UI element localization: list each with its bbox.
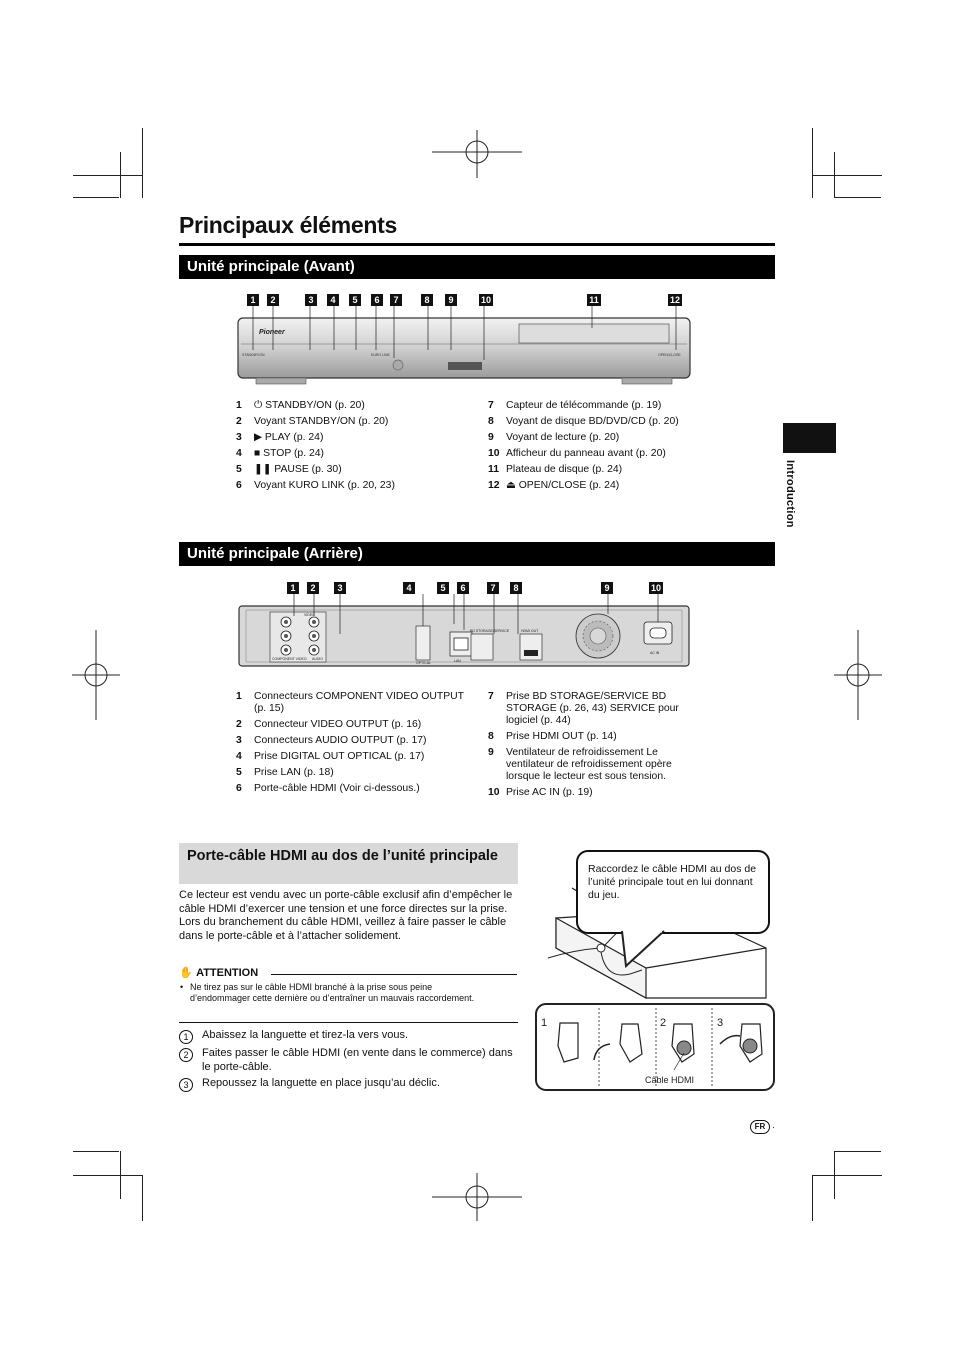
item-number: 10 bbox=[488, 448, 500, 459]
item-text: Porte-câble HDMI (Voir ci-dessous.) bbox=[254, 783, 420, 794]
item-text: Afficheur du panneau avant (p. 20) bbox=[506, 448, 666, 459]
callout-number: 10 bbox=[480, 295, 491, 305]
kuro-label: KURO LINK bbox=[371, 353, 390, 357]
step-number: 1 bbox=[179, 1030, 193, 1044]
holder-steps bbox=[179, 1029, 519, 1095]
step-item bbox=[179, 1029, 519, 1044]
callout-number: 12 bbox=[669, 295, 680, 305]
crop-mark bbox=[73, 1151, 119, 1152]
page-dot: · bbox=[772, 1122, 775, 1132]
list-item bbox=[236, 446, 476, 462]
item-number: 4 bbox=[236, 448, 242, 459]
item-text: Voyant de lecture (p. 20) bbox=[506, 432, 620, 443]
holder-heading: Porte-câble HDMI au dos de l’unité principale bbox=[179, 843, 518, 884]
item-text: Prise DIGITAL OUT OPTICAL (p. 17) bbox=[254, 751, 425, 762]
rear-video-label: VIDEO bbox=[304, 613, 315, 617]
crop-mark bbox=[73, 1175, 143, 1176]
callout-number: 4 bbox=[327, 294, 339, 306]
callout-number: 7 bbox=[487, 582, 499, 594]
rear-items-right bbox=[488, 689, 703, 801]
item-text: Plateau de disque (p. 24) bbox=[506, 464, 623, 475]
item-number: 6 bbox=[236, 480, 242, 491]
crop-mark bbox=[73, 197, 119, 198]
callout-number: 2 bbox=[267, 294, 279, 306]
registration-mark-top bbox=[432, 130, 522, 178]
item-number: 3 bbox=[236, 432, 242, 443]
hand-icon: ✋ bbox=[179, 967, 193, 979]
step-item bbox=[179, 1047, 519, 1074]
item-number: 7 bbox=[488, 400, 494, 411]
crop-mark bbox=[142, 128, 143, 198]
list-item bbox=[236, 733, 472, 749]
rear-heading: Unité principale (Arrière) bbox=[179, 542, 775, 566]
item-number: 3 bbox=[236, 735, 242, 746]
item-text: Connecteurs AUDIO OUTPUT (p. 17) bbox=[254, 735, 427, 746]
rear-component-label: COMPONENT VIDEO bbox=[272, 657, 307, 661]
step-text: Abaissez la languette et tirez-la vers vous. bbox=[202, 1029, 409, 1041]
item-text: Voyant de disque BD/DVD/CD (p. 20) bbox=[506, 416, 679, 427]
item-number: 11 bbox=[488, 464, 499, 475]
callout-bubble: Raccordez le câble HDMI au dos de l’unité principale tout en lui donnant du jeu. bbox=[576, 850, 770, 934]
callout-number: 2 bbox=[307, 582, 319, 594]
crop-mark bbox=[812, 175, 882, 176]
front-panel-illustration bbox=[236, 306, 692, 386]
list-item bbox=[236, 462, 476, 478]
attention-rule bbox=[271, 974, 517, 975]
item-number: 6 bbox=[236, 783, 242, 794]
item-number: 1 bbox=[236, 400, 242, 411]
item-number: 1 bbox=[236, 691, 242, 702]
step-item bbox=[179, 1077, 519, 1092]
item-text: Prise LAN (p. 18) bbox=[254, 767, 334, 778]
callout-number: 1 bbox=[247, 294, 259, 306]
list-item bbox=[236, 689, 472, 717]
title-rule bbox=[179, 243, 775, 246]
rear-acin-label: AC IN bbox=[650, 651, 660, 655]
brand-logo: Pioneer bbox=[259, 329, 285, 336]
callout-number: 10 bbox=[650, 583, 661, 593]
callout-number: 1 bbox=[287, 582, 299, 594]
front-items-left bbox=[236, 398, 476, 494]
crop-mark bbox=[812, 128, 813, 198]
item-text: ❚❚ PAUSE (p. 30) bbox=[254, 464, 342, 475]
callout-number: 6 bbox=[371, 294, 383, 306]
list-item bbox=[488, 430, 738, 446]
item-number: 4 bbox=[236, 751, 242, 762]
list-item bbox=[488, 729, 703, 745]
crop-mark bbox=[835, 197, 881, 198]
item-number: 12 bbox=[488, 480, 500, 491]
attention-text: Ne tirez pas sur le câble HDMI branché à la prise sous peine d’endommager cette dernière ou d’entraîner un mauvais raccordement. bbox=[190, 982, 475, 1003]
cable-label: Câble HDMI bbox=[645, 1075, 695, 1085]
item-text: Connecteurs COMPONENT VIDEO OUTPUT (p. 15) bbox=[254, 691, 464, 714]
list-item bbox=[488, 398, 738, 414]
callout-number: 6 bbox=[457, 582, 469, 594]
rear-storage-label: BD STORAGE/SERVICE bbox=[470, 629, 510, 633]
step-text: Faites passer le câble HDMI (en vente dans le commerce) dans le porte-câble. bbox=[202, 1047, 513, 1073]
section-tab bbox=[783, 423, 836, 453]
list-item bbox=[236, 717, 472, 733]
attention-label: ATTENTION bbox=[196, 967, 259, 979]
figure-step-3: 3 bbox=[717, 1017, 724, 1029]
standby-label: STANDBY/ON bbox=[242, 353, 265, 357]
callout-number: 11 bbox=[587, 294, 601, 306]
registration-mark-bottom bbox=[432, 1173, 522, 1221]
list-item bbox=[236, 414, 476, 430]
item-text: ▶ PLAY (p. 24) bbox=[254, 432, 324, 443]
item-text: ■ STOP (p. 24) bbox=[254, 448, 324, 459]
callout-number: 8 bbox=[510, 582, 522, 594]
front-items-right bbox=[488, 398, 738, 494]
list-item bbox=[236, 430, 476, 446]
item-text: Voyant STANDBY/ON (p. 20) bbox=[254, 416, 389, 427]
list-item bbox=[488, 689, 703, 729]
section-tab-label: Introduction bbox=[784, 460, 796, 528]
item-number: 8 bbox=[488, 731, 494, 742]
list-item bbox=[236, 749, 472, 765]
rear-lan-label: LAN bbox=[454, 659, 461, 663]
rear-audio-label: AUDIO bbox=[312, 657, 324, 661]
item-number: 9 bbox=[488, 432, 494, 443]
item-number: 7 bbox=[488, 691, 494, 702]
item-text: Prise AC IN (p. 19) bbox=[506, 787, 593, 798]
list-item bbox=[488, 478, 738, 494]
figure-step-2: 2 bbox=[660, 1017, 667, 1029]
figure-step-1: 1 bbox=[541, 1017, 548, 1029]
attention-header bbox=[179, 966, 518, 979]
open-close-label: OPEN/CLOSE bbox=[658, 353, 681, 357]
registration-mark-left bbox=[72, 630, 120, 720]
page-title: Principaux éléments bbox=[179, 212, 397, 238]
rear-optical-label: OPTICAL bbox=[416, 661, 431, 665]
list-item bbox=[236, 478, 476, 494]
callout-number: 3 bbox=[305, 294, 317, 306]
crop-mark bbox=[73, 175, 143, 176]
item-number: 8 bbox=[488, 416, 494, 427]
list-item bbox=[236, 398, 476, 414]
item-text: Prise BD STORAGE/SERVICE BD STORAGE (p. 26, 43) SERVICE pour logiciel (p. 44) bbox=[506, 691, 679, 726]
rear-hdmi-label: HDMI OUT bbox=[521, 629, 539, 633]
item-number: 5 bbox=[236, 767, 242, 778]
rear-panel-illustration bbox=[236, 594, 692, 670]
item-number: 2 bbox=[236, 719, 242, 730]
list-item bbox=[236, 781, 472, 797]
item-text: ⏻ STANDBY/ON (p. 20) bbox=[254, 400, 365, 411]
item-text: Voyant KURO LINK (p. 20, 23) bbox=[254, 480, 395, 491]
callout-number: 3 bbox=[334, 582, 346, 594]
registration-mark-right bbox=[834, 630, 882, 720]
list-item bbox=[488, 414, 738, 430]
front-heading: Unité principale (Avant) bbox=[179, 255, 775, 279]
rear-items-left bbox=[236, 689, 472, 797]
item-text: Prise HDMI OUT (p. 14) bbox=[506, 731, 617, 742]
callout-number: 9 bbox=[445, 294, 457, 306]
step-text: Repoussez la languette en place jusqu’au déclic. bbox=[202, 1077, 440, 1089]
crop-mark bbox=[835, 1151, 881, 1152]
callout-number: 9 bbox=[601, 582, 613, 594]
item-number: 5 bbox=[236, 464, 242, 475]
item-text: Connecteur VIDEO OUTPUT (p. 16) bbox=[254, 719, 422, 730]
crop-mark bbox=[142, 1175, 143, 1221]
step-number: 3 bbox=[179, 1078, 193, 1092]
list-item bbox=[236, 765, 472, 781]
callout-number: 4 bbox=[403, 582, 415, 594]
callout-number: 5 bbox=[349, 294, 361, 306]
list-item bbox=[488, 785, 703, 801]
crop-mark bbox=[812, 1175, 813, 1221]
callout-tail bbox=[616, 930, 676, 970]
language-badge: FR bbox=[750, 1120, 770, 1134]
step-number: 2 bbox=[179, 1048, 193, 1062]
callout-number: 8 bbox=[421, 294, 433, 306]
item-number: 10 bbox=[488, 787, 500, 798]
item-text: Ventilateur de refroidissement Le ventilateur de refroidissement opère lorsque le lecteur est sous tension. bbox=[506, 747, 672, 782]
list-item bbox=[488, 462, 738, 478]
attention-bullet: • bbox=[180, 982, 184, 992]
item-number: 9 bbox=[488, 747, 494, 758]
list-item bbox=[488, 446, 738, 462]
item-text: ⏏ OPEN/CLOSE (p. 24) bbox=[506, 480, 620, 491]
crop-mark bbox=[812, 1175, 882, 1176]
attention-bottom-rule bbox=[179, 1022, 518, 1023]
holder-paragraph: Ce lecteur est vendu avec un porte-câble exclusif afin d’empêcher le câble HDMI d’exercer une tension et une force directes sur la prise. Lors du branchement du câble HDMI, veillez à faire passer le câble dans le porte-câble et à l’attacher solidement. bbox=[179, 889, 513, 942]
item-number: 2 bbox=[236, 416, 242, 427]
list-item bbox=[488, 745, 703, 785]
callout-number: 5 bbox=[437, 582, 449, 594]
item-text: Capteur de télécommande (p. 19) bbox=[506, 400, 662, 411]
callout-number: 7 bbox=[390, 294, 402, 306]
